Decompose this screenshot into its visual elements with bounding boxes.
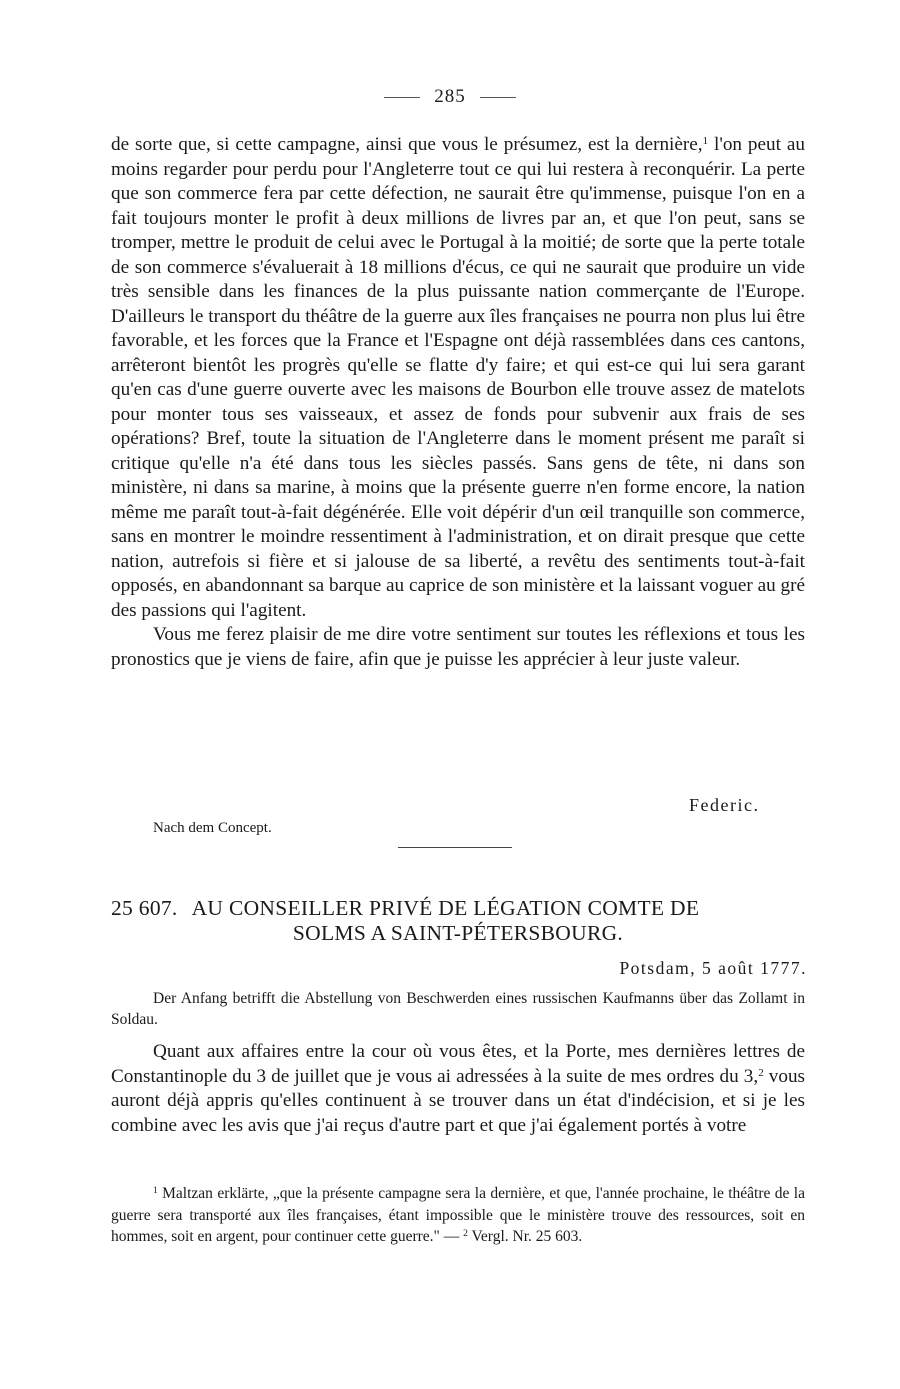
footnote-marker-1: 1 <box>153 1186 158 1196</box>
source-note: Nach dem Concept. <box>153 820 272 836</box>
letter-body <box>111 1040 805 1138</box>
page-number: 285 <box>434 86 466 107</box>
footnote <box>111 1183 805 1248</box>
paragraph-text: de sorte que, si cette campagne, ainsi que vous le présumez, est la dernière, <box>111 134 703 155</box>
letter-number: 25 607. <box>111 896 178 920</box>
header-rule-right <box>480 97 516 98</box>
dateline: Potsdam, 5 août 1777. <box>619 958 807 978</box>
letter-continuation <box>111 133 805 672</box>
editorial-summary: Der Anfang betrifft die Abstellung von Beschwerden eines russischen Kaufmanns über das Zollamt in Soldau. <box>111 990 805 1028</box>
paragraph-text: l'on peut au moins regarder pour perdu pour l'Angleterre tout ce qui lui restera à reconquérir. La perte que son commerce fera par cette défection, ne saurait être qu'immense, puisque l'on en a fait toujours monter le profit à deux millions de livres par an, et que l'on peut, sans se tromper, mettre le produit de celui avec le Portugal à la moitié; de sorte que la perte totale de son commerce s'évaluerait à 18 millions d'écus, ce qui ne saurait que produire un vide très sensible dans les finances de la plus puissante nation commerçante de l'Europe. D'ailleurs le transport du théâtre de la guerre aux îles françaises ne pourra non plus lui être favorable, et les forces que la France et l'Espagne ont déjà rassemblées dans ces cantons, arrêteront bientôt les progrès qu'elle se flatte d'y faire; et qui est-ce qui lui sera garant qu'en cas d'une guerre ouverte avec les maisons de Bourbon elle trouve assez de matelots pour monter tous ses vaisseaux, et assez de fonds pour subvenir aux frais de ses opérations? Bref, toute la situation de l'Angleterre dans le moment présent me paraît si critique qu'elle n'a été dans tous les siècles passés. Sans gens de tête, ni dans son ministère, ni dans sa marine, à moins que la présente guerre n'en forme encore, la nation même me paraît tout-à-fait dégénérée. Elle voit dépérir d'un œil tranquille son commerce, sans en montrer le moindre ressentiment à l'administration, et on dirait presque que cette nation, autrefois si fière et si jalouse de sa liberté, a revêtu des sentiments tout-à-fait opposés, en abandonnant sa barque au caprice de son ministère et la laissant voguer au gré des passions qui l'agitent. <box>111 134 805 621</box>
footnotes <box>111 1183 805 1248</box>
page-header <box>0 86 900 108</box>
section-divider <box>398 847 512 848</box>
footnote-1-text: Maltzan erklärte, „que la présente campagne sera la dernière, et que, l'année prochaine, le théâtre de la guerre sera transporté aux îles françaises, étant impossible que le ministère trouve des ressources, soit en hommes, soit en argent, pour continuer cette guerre." — <box>111 1185 805 1245</box>
paragraph <box>111 133 805 623</box>
letter-title-line1: AU CONSEILLER PRIVÉ DE LÉGATION COMTE DE <box>191 896 700 920</box>
header-rule-left <box>384 97 420 98</box>
closing-paragraph: Vous me ferez plaisir de me dire votre sentiment sur toutes les réflexions et tous les pronostics que je viens de faire, afin que je puisse les apprécier à leur juste valeur. <box>111 624 805 670</box>
letter-heading <box>111 896 805 946</box>
letter-title-line2: SOLMS A SAINT-PÉTERSBOURG. <box>292 921 624 945</box>
footnote-ref-1: 1 <box>702 135 709 147</box>
signature: Federic. <box>689 795 760 815</box>
paragraph-text: Quant aux affaires entre la cour où vous êtes, et la Porte, mes dernières lettres de Constantinople du 3 de juillet que je vous ai adressées à la suite de mes ordres du 3, <box>111 1041 805 1087</box>
footnote-ref-2: 2 <box>758 1066 764 1079</box>
footnote-2-text: Vergl. Nr. 25 603. <box>467 1228 583 1245</box>
footnote-marker-2: 2 <box>463 1229 468 1239</box>
paragraph-text: vous auront déjà appris qu'elles continuent à se trouver dans un état d'indécision, et si je les combine avec les avis que j'ai reçus d'autre part et que j'ai également portés à votre <box>111 1065 806 1136</box>
paragraph <box>111 1040 805 1138</box>
